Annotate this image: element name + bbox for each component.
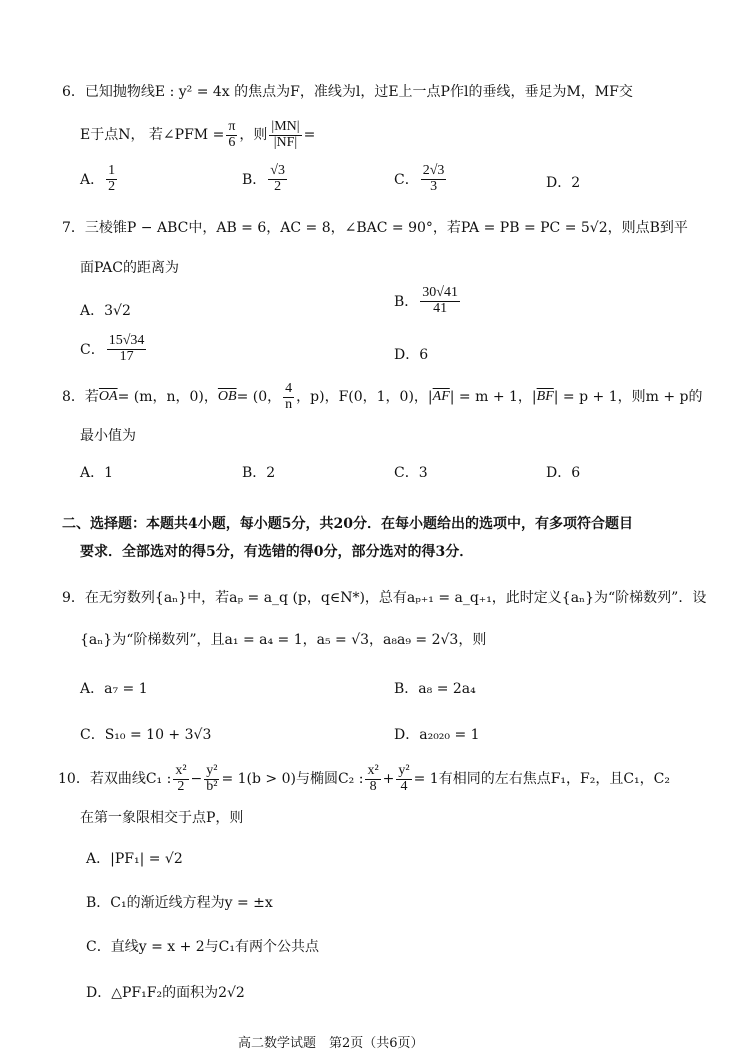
q6-option-d-value: 2 (571, 175, 581, 191)
q9-option-b-label: B． (394, 681, 419, 697)
q7-stem-line2: 面PAC的距离为 (80, 260, 179, 276)
q7-option-b-fraction (420, 286, 460, 316)
q6-option-b (242, 164, 289, 194)
q6-option-c (394, 164, 448, 194)
q8-option-c-value: 3 (418, 465, 428, 481)
q7-option-b-label: B． (394, 294, 419, 311)
q8-option-d-value: 6 (571, 465, 581, 481)
q7-option-b (394, 286, 462, 316)
q7-option-a-value: 3√2 (104, 303, 131, 319)
q8-text-a: 8．若 (62, 389, 99, 406)
q6-ratio-fraction (269, 120, 301, 150)
q10-frac-x2-8 (365, 764, 380, 794)
q6-stem-line2 (80, 120, 315, 150)
q10-frac3-num: x² (367, 763, 379, 778)
q6-option-b-num: √3 (270, 163, 285, 178)
q7-option-d (394, 344, 428, 364)
q8-text-c: = (0， (236, 389, 282, 406)
q9-option-b (394, 678, 476, 698)
q8-vector-bf: $\overline{BF}$ (536, 389, 554, 405)
q6-option-b-label: B． (242, 172, 267, 189)
q8-vector-af: $\overline{AF}$ (432, 389, 450, 405)
q10-frac4-num: y² (398, 763, 410, 778)
q10-frac1-num: x² (175, 763, 187, 778)
q6-stem-line2-b: ，则 (239, 127, 268, 144)
q8-option-a (80, 462, 113, 482)
q6-stem-line2-a: E于点N， 若∠PFM = (80, 127, 225, 144)
q10-frac-x2-2 (173, 764, 188, 794)
q7-option-c-fraction (107, 334, 147, 364)
q6-stem-line1: 6．已知抛物线E : y² = 4x 的焦点为F，准线为l，过E上一点P作l的垂线，垂足为M，MF交 (62, 84, 633, 100)
q7-option-a (80, 300, 131, 320)
q10-option-c: C．直线y = x + 2与C₁有两个公共点 (86, 939, 320, 955)
q6-option-b-den: 2 (274, 178, 282, 194)
q7-option-a-label: A． (80, 303, 105, 319)
q8-stem-line2: 最小值为 (80, 428, 136, 444)
q10-frac-y2-4 (396, 764, 411, 794)
section2-heading-line1: 二、选择题：本题共4小题，每小题5分，共20分．在每小题给出的选项中，有多项符合题目 (62, 516, 633, 532)
q9-stem-line2: {aₙ}为“阶梯数列”，且a₁ = a₄ = 1，a₅ = √3，a₈a₉ = 2√3，则 (80, 632, 487, 648)
q8-option-c-label: C． (394, 465, 419, 481)
q6-ratio-num: |MN| (271, 119, 300, 134)
q8-vector-oa: $\overline{OA}$ (98, 389, 118, 405)
q6-option-a (80, 164, 119, 194)
page-footer: 高二数学试题 第2页（共6页） (238, 1036, 424, 1051)
q9-option-d-value: a₂₀₂₀ = 1 (419, 727, 480, 743)
q8-fraction-num: 4 (285, 381, 293, 396)
q6-angle-num: π (228, 119, 236, 134)
q8-option-b-value: 2 (266, 465, 276, 481)
q10-frac2-num: y² (206, 763, 218, 778)
q9-option-c-value: S₁₀ = 10 + 3√3 (104, 727, 212, 743)
q6-option-c-num: 2√3 (422, 163, 445, 178)
q6-angle-fraction (226, 120, 237, 150)
q8-option-d-label: D． (546, 465, 572, 481)
q6-option-c-den: 3 (430, 178, 438, 194)
q9-option-b-value: a₈ = 2a₄ (418, 681, 476, 697)
q6-option-a-fraction (106, 164, 117, 194)
q9-option-d-label: D． (394, 727, 420, 743)
q9-option-a (80, 678, 148, 698)
q7-stem-line1: 7．三棱锥P − ABC中，AB = 6，AC = 8，∠BAC = 90°，若PA = PB = PC = 5√2，则点B到平 (62, 220, 688, 236)
q9-option-c-label: C． (80, 727, 105, 743)
q8-text-f: | = p + 1，则m + p的 (553, 389, 703, 406)
q7-option-b-num: 30√41 (422, 285, 458, 300)
q6-ratio-den: |NF| (273, 134, 298, 150)
q6-option-b-fraction (268, 164, 287, 194)
q8-option-d (546, 462, 580, 482)
q6-stem-line2-c: = (303, 127, 316, 144)
q6-option-a-label: A． (80, 172, 105, 189)
q10-stem-line1 (58, 764, 670, 794)
q10-minus: − (190, 771, 203, 788)
q7-option-c-label: C． (80, 342, 105, 359)
q7-option-d-label: D． (394, 347, 420, 363)
q8-stem-line1 (62, 382, 702, 412)
q9-option-c (80, 724, 211, 744)
q7-option-b-den: 41 (433, 300, 448, 316)
q10-frac2-den: b² (206, 778, 218, 794)
q7-option-d-value: 6 (419, 347, 429, 363)
q9-option-a-value: a₇ = 1 (104, 681, 148, 697)
q8-text-e: | = m + 1，| (449, 389, 537, 406)
q8-fraction-den: n (285, 396, 293, 412)
q6-option-c-label: C． (394, 172, 419, 189)
q8-option-b (242, 462, 275, 482)
q6-angle-den: 6 (228, 134, 236, 150)
q10-text-c: = 1有相同的左右焦点F₁，F₂，且C₁，C₂ (413, 771, 670, 788)
q6-option-a-den: 2 (108, 178, 116, 194)
section2-heading-line2: 要求．全部选对的得5分，有选错的得0分，部分选对的得3分． (80, 544, 474, 560)
q9-stem-line1: 9．在无穷数列{aₙ}中，若aₚ = a_q (p，q∈N*)，总有aₚ₊₁ = a_q₊₁，此时定义{aₙ}为“阶梯数列”．设 (62, 590, 707, 606)
q9-option-d (394, 724, 480, 744)
q8-option-a-value: 1 (104, 465, 114, 481)
q6-option-d (546, 172, 580, 192)
q8-option-a-label: A． (80, 465, 105, 481)
q8-text-d: ，p)，F(0，1，0)，| (296, 389, 433, 406)
q10-frac3-den: 8 (369, 778, 377, 794)
q10-frac4-den: 4 (400, 778, 408, 794)
q8-option-b-label: B． (242, 465, 267, 481)
q8-vector-ob: $\overline{OB}$ (217, 389, 237, 405)
q10-option-d: D．△PF₁F₂的面积为2√2 (86, 985, 245, 1001)
q7-option-c-num: 15√34 (108, 333, 145, 348)
q8-fraction (283, 382, 294, 412)
q8-text-b: = (m，n，0)， (117, 389, 218, 406)
q7-option-c (80, 334, 148, 364)
q10-stem-line2: 在第一象限相交于点P，则 (80, 810, 244, 826)
q10-option-b: B．C₁的渐近线方程为y = ±x (86, 895, 273, 911)
q10-option-a: A．|PF₁| = √2 (86, 851, 183, 867)
q10-text-a: 10．若双曲线C₁ : (58, 771, 172, 788)
q10-text-b: = 1(b > 0)与椭圆C₂ : (221, 771, 364, 788)
q9-option-a-label: A． (80, 681, 105, 697)
q10-frac-y2-b2 (204, 764, 219, 794)
q10-plus: + (382, 771, 395, 788)
q6-option-a-num: 1 (108, 163, 116, 178)
q7-option-c-den: 17 (119, 348, 134, 364)
q10-frac1-den: 2 (177, 778, 185, 794)
q6-option-d-label: D． (546, 175, 572, 191)
q8-option-c (394, 462, 428, 482)
q6-option-c-fraction (421, 164, 447, 194)
